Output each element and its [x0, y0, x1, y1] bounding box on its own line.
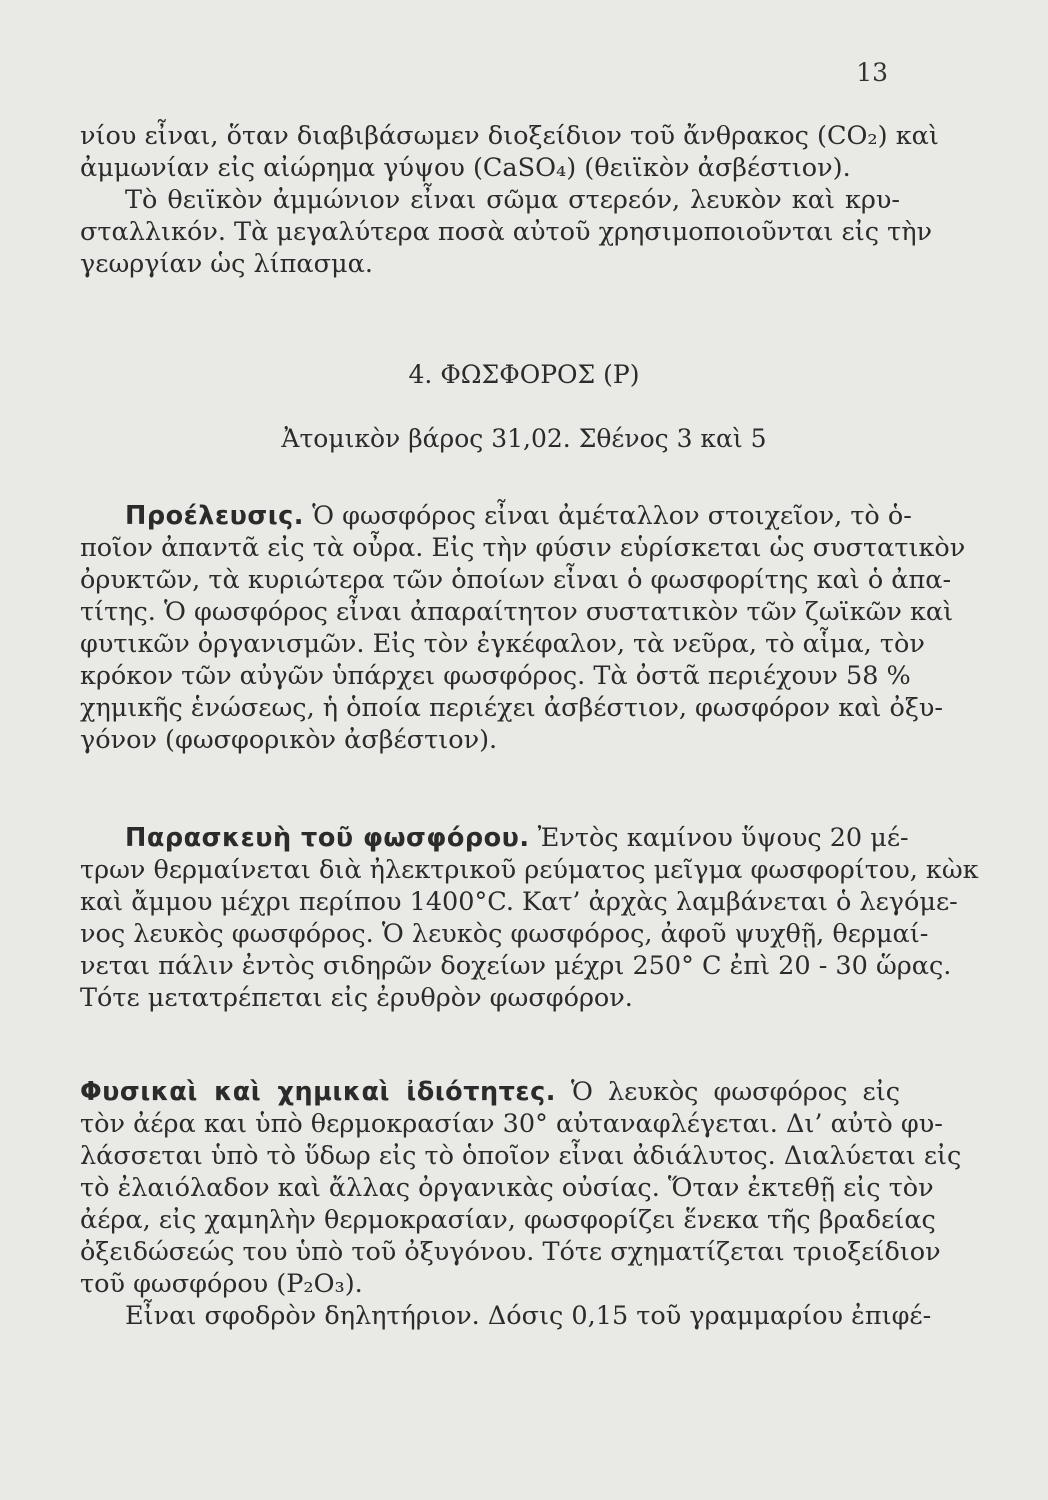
- text-line: Τὸ θειϊκὸν ἀμμώνιον εἶναι σῶμα στερεόν, λευκὸν καὶ κρυ-: [125, 185, 900, 215]
- text-line: λάσσεται ὑπὸ τὸ ὕδωρ εἰς τὸ ὁποῖον εἶναι ἀδιάλυτος. Διαλύεται εἰς: [80, 1141, 962, 1171]
- text-line: Τότε μετατρέπεται εἰς ἐρυθρὸν φωσφόρον.: [80, 983, 633, 1013]
- atomic-weight-line: Ἀτομικὸν βάρος 31,02. Σθένος 3 καὶ 5: [281, 424, 767, 453]
- text-line: κρόκον τῶν αὐγῶν ὑπάρχει φωσφόρος. Τὰ ὀστᾶ περιέχουν 58 %: [80, 661, 911, 691]
- origin-heading: Προέλευσις.: [125, 501, 304, 531]
- text-line: [80, 822, 909, 854]
- text-line: τίτης. Ὁ φωσφόρος εἶναι ἀπαραίτητον συστατικὸν τῶν ζωϊκῶν καὶ: [80, 597, 954, 627]
- text-line: τὸ ἐλαιόλαδον καὶ ἄλλας ὀργανικὰς οὐσίας. Ὅταν ἐκτεθῇ εἰς τὸν: [80, 1173, 934, 1203]
- text-line: νος λευκὸς φωσφόρος. Ὁ λευκὸς φωσφόρος, ἀφοῦ ψυχθῇ, θερμαί-: [80, 919, 929, 949]
- text-line-rest: Ὁ φωσφόρος εἶναι ἀμέταλλον στοιχεῖον, τὸ ὁ-: [312, 501, 912, 531]
- text-line: φυτικῶν ὀργανισμῶν. Εἰς τὸν ἐγκέφαλον, τὰ νεῦρα, τὸ αἷμα, τὸν: [80, 629, 925, 659]
- text-line: γεωργίαν ὡς λίπασμα.: [80, 249, 373, 279]
- preparation-heading: Παρασκευὴ τοῦ φωσφόρου.: [125, 823, 530, 853]
- text-line: ἀμμωνίαν εἰς αἰώρημα γύψου (CaSO₄) (θειϊκὸν ἀσβέστιον).: [80, 153, 851, 183]
- text-line: ποῖον ἀπαντᾶ εἰς τὰ οὖρα. Εἰς τὴν φύσιν εὑρίσκεται ὡς συστατικὸν: [80, 533, 966, 563]
- text-line: τρων θερμαίνεται διὰ ἠλεκτρικοῦ ρεύματος μεῖγμα φωσφορίτου, κὼκ: [80, 855, 979, 885]
- text-line: σταλλικόν. Τὰ μεγαλύτερα ποσὰ αὐτοῦ χρησιμοποιοῦνται εἰς τὴν: [80, 217, 932, 247]
- text-line: γόνον (φωσφορικὸν ἀσβέστιον).: [80, 725, 498, 755]
- text-line-rest: Ἐντὸς καμίνου ὕψους 20 μέ-: [537, 823, 909, 853]
- intro-paragraph: [80, 120, 939, 280]
- text-line: [80, 1076, 900, 1108]
- text-line: χημικῆς ἑνώσεως, ἡ ὁποία περιέχει ἀσβέστιον, φωσφόρον καὶ ὀξυ-: [80, 693, 944, 723]
- text-line: Εἶναι σφοδρὸν δηλητήριον. Δόσις 0,15 τοῦ γραμμαρίου ἐπιφέ-: [125, 1301, 932, 1331]
- properties-heading: Φυσικαὶ καὶ χημικαὶ ἰδιότητες.: [80, 1077, 556, 1107]
- preparation-paragraph: [80, 822, 979, 1014]
- text-line: [80, 500, 912, 532]
- text-line-rest: Ὁ λευκὸς φωσφόρος εἰς: [571, 1077, 901, 1107]
- text-line: τὸν ἀέρα και ὑπὸ θερμοκρασίαν 30° αὐταναφλέγεται. Δι’ αὐτὸ φυ-: [80, 1109, 943, 1139]
- properties-paragraph: [80, 1076, 962, 1332]
- page-number: 13: [856, 58, 888, 87]
- text-line: νεται πάλιν ἐντὸς σιδηρῶν δοχείων μέχρι 250° C ἐπὶ 20 - 30 ὥρας.: [80, 951, 952, 981]
- text-line: καὶ ἄμμου μέχρι περίπου 1400°C. Κατ’ ἀρχὰς λαμβάνεται ὁ λεγόμε-: [80, 887, 958, 917]
- text-line: ἀέρα, εἰς χαμηλὴν θερμοκρασίαν, φωσφορίζει ἕνεκα τῆς βραδείας: [80, 1205, 936, 1235]
- text-line: ὀξειδώσεώς του ὑπὸ τοῦ ὀξυγόνου. Τότε σχηματίζεται τριοξείδιον: [80, 1237, 941, 1267]
- section-title: 4. ΦΩΣΦΟΡΟΣ (P): [408, 360, 640, 389]
- text-line: νίου εἶναι, ὅταν διαβιβάσωμεν διοξείδιον τοῦ ἄνθρακος (CO₂) καὶ: [80, 121, 939, 151]
- origin-paragraph: [80, 500, 966, 756]
- text-line: τοῦ φωσφόρου (P₂O₃).: [80, 1269, 363, 1299]
- text-line: ὀρυκτῶν, τὰ κυριώτερα τῶν ὁποίων εἶναι ὁ φωσφορίτης καὶ ὁ ἀπα-: [80, 565, 952, 595]
